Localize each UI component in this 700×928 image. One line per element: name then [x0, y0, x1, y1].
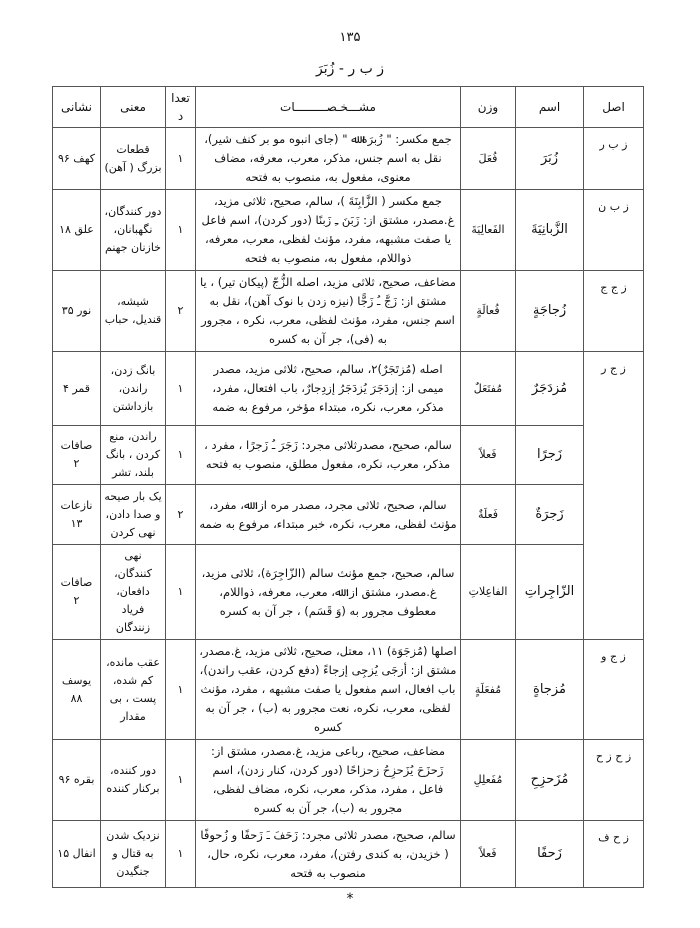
- header-description: مشـــخـصـــــــــات: [196, 87, 461, 128]
- noun-cell: الزَّبانِيَةَ: [516, 190, 584, 271]
- meaning-cell: شیشه، قندیل، حباب: [101, 271, 166, 352]
- count-cell: ۱: [166, 640, 196, 740]
- root-cell: ز ح ز ح: [584, 740, 644, 821]
- meaning-cell: یک بار صیحه و صدا دادن، نهی کردن: [101, 485, 166, 545]
- count-cell: ۱: [166, 426, 196, 485]
- pattern-cell: فُعَلَ: [461, 128, 516, 190]
- root-cell: ز ب ر: [584, 128, 644, 190]
- reference-cell: نور ۳۵: [53, 271, 101, 352]
- meaning-cell: بانگ زدن، راندن، بازداشتن: [101, 352, 166, 426]
- count-cell: ۱: [166, 821, 196, 888]
- table-header-row: [53, 87, 644, 128]
- table-row: [53, 640, 644, 740]
- count-cell: ۱: [166, 352, 196, 426]
- reference-cell: کهف ۹۶: [53, 128, 101, 190]
- pattern-cell: مُفَعلِلِ: [461, 740, 516, 821]
- header-meaning: معنی: [101, 87, 166, 128]
- header-reference: نشانی: [53, 87, 101, 128]
- table-row: [53, 485, 644, 545]
- description-cell: اصلها (مُزجَوَة) ۱۱، معتل، صحیح، ثلاثی مزید، غ.مصدر، مشتق از: أزجَی یُزجِی إزجاءً (دفع کردن، عقب راندن)، باب افعال، اسم مفعول یا صفت مشبهه ، مفرد، مؤنث لفظی، معرب، نکره، نعت مجرور به (ب) ، جر آن به کسره: [196, 640, 461, 740]
- footer-mark: *: [346, 891, 354, 907]
- pattern-cell: الفَعالِيَةَ: [461, 190, 516, 271]
- reference-cell: صافات ۲: [53, 545, 101, 640]
- root-cell: ز ب ن: [584, 190, 644, 271]
- header-asl: اصل: [584, 87, 644, 128]
- meaning-cell: دور کنندگان، نگهبانان، خازنان جهنم: [101, 190, 166, 271]
- meaning-cell: قطعات بزرگ ( آهن): [101, 128, 166, 190]
- description-cell: سالم، صحیح، مصدر ثلاثی مجرد: زَحَفَ ـَ زَحفًا و زُحوفًا ( خزیدن، به کندی رفتن)، مفرد، معرب، نکره، حال، منصوب به فتحه: [196, 821, 461, 888]
- pattern-cell: فَعلاً: [461, 426, 516, 485]
- table-row: [53, 545, 644, 640]
- header-wazn: وزن: [461, 87, 516, 128]
- root-cell: ز ج و: [584, 640, 644, 740]
- meaning-cell: نزدیک شدن به قتال و جنگیدن: [101, 821, 166, 888]
- reference-cell: نازعات ۱۳: [53, 485, 101, 545]
- noun-cell: زُبَرَ: [516, 128, 584, 190]
- table-row: [53, 128, 644, 190]
- pattern-cell: مُفعَلَةٍ: [461, 640, 516, 740]
- reference-cell: علق ۱۸: [53, 190, 101, 271]
- description-cell: جمع مکسر ( الزَّابِنَةَ )، سالم، صحیح، ثلاثی مزید، غ.مصدر، مشتق از: زَبَنَ ـِ زَبنًا (دور کردن)، اسم فاعل یا صفت مشبهه، مفرد، مؤنث لفظی، معرب، معرفه، ذواللام، مفعول به، منصوب به فتحه: [196, 190, 461, 271]
- header-ism: اسم: [516, 87, 584, 128]
- pattern-cell: فَعلَةٌ: [461, 485, 516, 545]
- pattern-cell: فَعلاً: [461, 821, 516, 888]
- reference-cell: یوسف ۸۸: [53, 640, 101, 740]
- description-cell: سالم، صحیح، ثلاثی مجرد، مصدر مره از: ﷲ، مفرد، مؤنث لفظی، معرب، نکره، خبر مبتداء، مرفوع به ضمه: [196, 485, 461, 545]
- noun-cell: الزّاجِراتِ: [516, 545, 584, 640]
- table-row: [53, 426, 644, 485]
- table-row: [53, 821, 644, 888]
- pattern-cell: مُفتَعَلٌ: [461, 352, 516, 426]
- meaning-cell: عقب مانده، کم شده، پست ، بی مقدار: [101, 640, 166, 740]
- noun-cell: زَجرًا: [516, 426, 584, 485]
- description-cell: مضاعف، صحیح، ثلاثی مزید، اصله الزُّجّ (پیکان تیر) ، یا مشتق از: زَجَّ ـُ زَجًّا (نیزه زدن با نوک آهن)، نقل به اسم جنس، مفرد، مؤنث لفظی، معرب، نکره ، مجرور به (فی)، جر آن به کسره: [196, 271, 461, 352]
- count-cell: ۲: [166, 271, 196, 352]
- table-row: [53, 740, 644, 821]
- description-cell: سالم، صحیح، جمع مؤنث سالم (الزّاجِرَة)، ثلاثی مزید، غ.مصدر، مشتق از: ﷲ، معرب، معرفه، ذواللام، معطوف مجرور به (وَ قَسَم) ، جر آن به کسره: [196, 545, 461, 640]
- noun-cell: مُزجاةٍ: [516, 640, 584, 740]
- noun-cell: زُجاجَةٍ: [516, 271, 584, 352]
- root-cell: ز ج ج: [584, 271, 644, 352]
- morphology-table: [52, 86, 644, 888]
- root-cell: ز ح ف: [584, 821, 644, 888]
- table-row: [53, 352, 644, 426]
- meaning-cell: نهی کنندگان، دافعان، فریاد زنندگان: [101, 545, 166, 640]
- count-cell: ۱: [166, 740, 196, 821]
- description-cell: اصله (مُزتَجَرٌ)۲، سالم، صحیح، ثلاثی مزید، مصدر میمی از: إزدَجَرَ یُزدَجَرُ إزدِجارٌ، باب افتعال، مفرد، مذکر، معرب، نکره، مبتداء مؤخر، مرفوع به ضمه: [196, 352, 461, 426]
- table-row: [53, 271, 644, 352]
- root-cell: ز ج ر: [584, 352, 644, 640]
- description-cell: سالم، صحیح، مصدرثلاثی مجرد: زَجَرَ ـُ زَجرًا ، مفرد ، مذکر، معرب، نکره، مفعول مطلق، منصوب به فتحه: [196, 426, 461, 485]
- count-cell: ۱: [166, 128, 196, 190]
- description-cell: مضاعف، صحیح، رباعی مزید، غ.مصدر، مشتق از: زَحزَحَ یُزَحزِحُ زحزاحًا (دور کردن، کنار زدن)، اسم فاعل ، مفرد، مذکر، معرب، نکره، مضاف لفظی، مجرور به (ب)، جر آن به کسره: [196, 740, 461, 821]
- meaning-cell: دور کننده، برکنار کننده: [101, 740, 166, 821]
- reference-cell: انفال ۱۵: [53, 821, 101, 888]
- noun-cell: مُزَحزِحِ: [516, 740, 584, 821]
- noun-cell: مُزدَجَرٌ: [516, 352, 584, 426]
- noun-cell: زَجرَةٌ: [516, 485, 584, 545]
- reference-cell: صافات ۲: [53, 426, 101, 485]
- count-cell: ۲: [166, 485, 196, 545]
- page-title: ز ب ر - زُبَرَ: [316, 61, 384, 77]
- noun-cell: زَحفًا: [516, 821, 584, 888]
- meaning-cell: راندن، منع کردن ، بانگ بلند، تشر: [101, 426, 166, 485]
- reference-cell: بقره ۹۶: [53, 740, 101, 821]
- reference-cell: قمر ۴: [53, 352, 101, 426]
- count-cell: ۱: [166, 190, 196, 271]
- header-count: تعداد: [166, 87, 196, 128]
- description-cell: جمع مکسر: " زُبرَة ﷲ " (جای انبوه مو بر کنف شیر)، نقل به اسم جنس، مذکر، معرب، معرفه، مضاف معنوی، مفعول به، منصوب به فتحه: [196, 128, 461, 190]
- pattern-cell: فُعالَةٍ: [461, 271, 516, 352]
- pattern-cell: الفاعِلاتِ: [461, 545, 516, 640]
- count-cell: ۱: [166, 545, 196, 640]
- page-number: ۱۳۵: [339, 30, 361, 45]
- table-row: [53, 190, 644, 271]
